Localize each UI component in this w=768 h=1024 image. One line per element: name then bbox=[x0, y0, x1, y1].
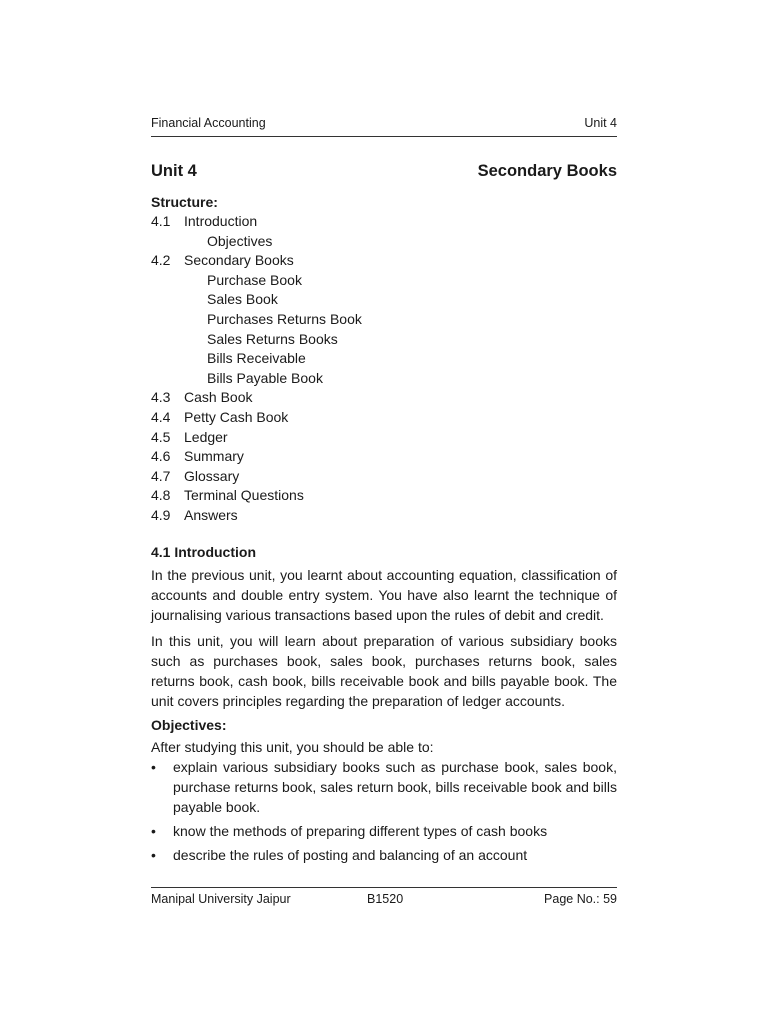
structure-label: Structure: bbox=[151, 194, 218, 210]
bullet-icon: • bbox=[151, 759, 156, 775]
objectives-list bbox=[151, 757, 617, 869]
structure-subitem: Bills Payable Book bbox=[207, 369, 323, 386]
header-unit-label: Unit 4 bbox=[584, 116, 617, 130]
structure-subitem: Bills Receivable bbox=[207, 350, 306, 367]
unit-name-title: Secondary Books bbox=[477, 162, 617, 180]
objective-text: describe the rules of posting and balancing of an account bbox=[173, 847, 528, 863]
introduction-paragraph-1: In the previous unit, you learnt about accounting equation, classification of accounts and double entry system. You have also learnt the technique of journalising various transactions based upon the rules of debit and credit. bbox=[151, 567, 617, 623]
running-header bbox=[151, 116, 617, 137]
structure-list bbox=[151, 212, 617, 526]
objective-item bbox=[151, 757, 617, 817]
structure-subitem: Objectives bbox=[207, 232, 273, 249]
footer-page-number: Page No.: 59 bbox=[544, 892, 617, 906]
objective-text: know the methods of preparing different types of cash books bbox=[173, 823, 548, 839]
bullet-icon: • bbox=[151, 823, 156, 839]
running-footer bbox=[151, 887, 617, 912]
structure-item: 4.8 Terminal Questions bbox=[151, 487, 304, 504]
structure-subitem: Purchases Returns Book bbox=[207, 310, 362, 327]
structure-item: 4.4 Petty Cash Book bbox=[151, 408, 289, 425]
structure-subitem: Sales Book bbox=[207, 291, 278, 308]
structure-item: 4.7 Glossary bbox=[151, 467, 240, 484]
introduction-paragraph-2: In this unit, you will learn about preparation of various subsidiary books such as purchases book, sales book, purchases returns book, sales returns book, cash book, bills receivable book and bills payable book. The unit covers principles regarding the preparation of ledger accounts. bbox=[151, 633, 617, 709]
structure-item: 4.2 Secondary Books bbox=[151, 252, 294, 269]
header-course-title: Financial Accounting bbox=[151, 116, 266, 130]
structure-item: 4.9 Answers bbox=[151, 506, 238, 523]
introduction-heading: 4.1 Introduction bbox=[151, 544, 256, 560]
bullet-icon: • bbox=[151, 847, 156, 863]
objective-text: explain various subsidiary books such as purchase book, sales book, purchase returns book, sales return book, bills receivable book and bills payable book. bbox=[173, 759, 617, 815]
structure-subitem: Purchase Book bbox=[207, 271, 302, 288]
structure-item: 4.3 Cash Book bbox=[151, 389, 253, 406]
objectives-intro: After studying this unit, you should be able to: bbox=[151, 739, 434, 755]
objective-item bbox=[151, 821, 617, 841]
unit-number-title: Unit 4 bbox=[151, 162, 197, 180]
structure-item: 4.1 Introduction bbox=[151, 213, 258, 229]
objectives-heading: Objectives: bbox=[151, 717, 227, 733]
structure-subitem: Sales Returns Books bbox=[207, 330, 338, 347]
objective-item bbox=[151, 845, 617, 865]
structure-item: 4.6 Summary bbox=[151, 448, 244, 465]
footer-university: Manipal University Jaipur bbox=[151, 892, 291, 906]
structure-item: 4.5 Ledger bbox=[151, 428, 228, 445]
footer-code: B1520 bbox=[367, 892, 404, 906]
document-page bbox=[151, 0, 617, 1024]
